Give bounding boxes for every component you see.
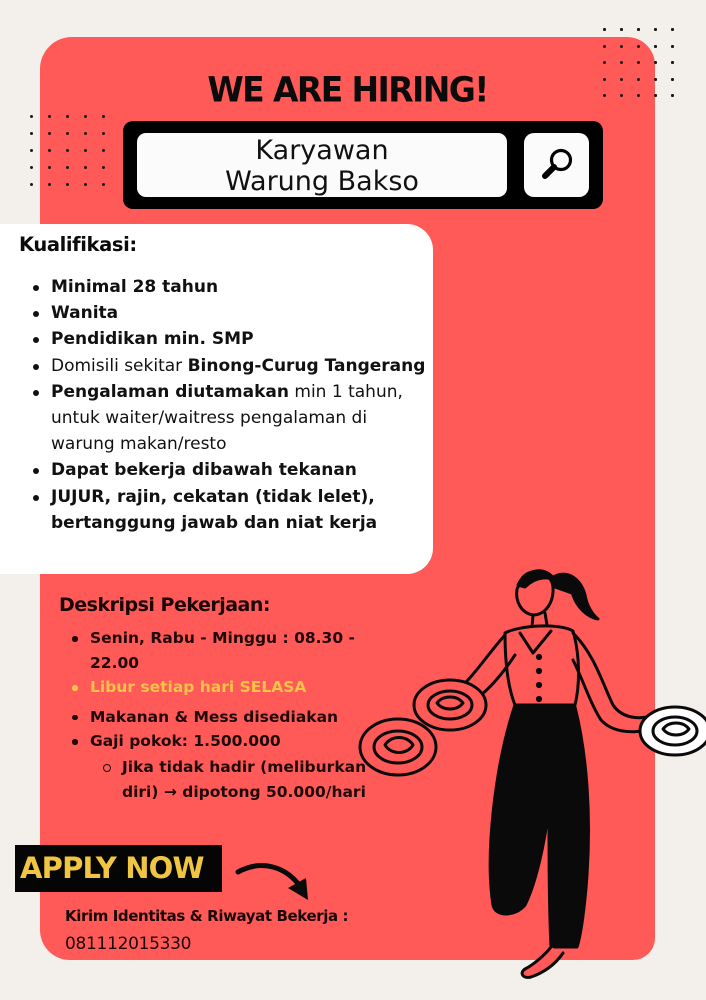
contact-phone: 081112015330 <box>65 934 192 954</box>
description-item: Makanan & Mess disediakan <box>70 705 370 730</box>
qualification-item: Pengalaman diutamakan min 1 tahun, untuk waiter/waitress pengalaman di warung makan/resto <box>31 379 431 458</box>
qualifications-title: Kualifikasi: <box>19 233 137 256</box>
qualification-item: Minimal 28 tahun <box>31 274 431 300</box>
qualification-item: Domisili sekitar Binong-Curug Tangerang <box>31 353 431 379</box>
description-sub-list <box>90 755 370 805</box>
send-instructions: Kirim Identitas & Riwayat Bekerja : <box>65 907 349 925</box>
apply-now-badge: APPLY NOW <box>15 845 222 892</box>
search-icon <box>537 145 577 185</box>
job-title-field <box>137 133 507 197</box>
qualifications-list <box>31 274 431 536</box>
job-description-list <box>70 626 370 805</box>
search-button <box>524 133 589 197</box>
dot-grid-left <box>30 115 105 186</box>
description-item-highlight: Libur setiap hari SELASA <box>70 675 370 700</box>
description-item: Senin, Rabu - Minggu : 08.30 - 22.00 <box>70 626 370 675</box>
job-title-line-1: Karyawan <box>255 135 389 166</box>
qualifications-panel <box>0 224 433 574</box>
description-sub-item: Jika tidak hadir (meliburkan diri) → dipotong 50.000/hari <box>90 755 370 805</box>
job-title-line-2: Warung Bakso <box>225 166 419 197</box>
description-item-salary: Gaji pokok: 1.500.000 Jika tidak hadir (meliburkan diri) → dipotong 50.000/hari <box>70 729 370 805</box>
curved-arrow-icon <box>232 858 317 908</box>
qualification-item: Wanita <box>31 300 431 326</box>
qualification-item: Pendidikan min. SMP <box>31 326 431 352</box>
waitress-illustration <box>355 555 706 985</box>
search-bar <box>123 121 603 209</box>
hiring-title: WE ARE HIRING! <box>207 69 488 110</box>
qualification-item: Dapat bekerja dibawah tekanan <box>31 457 431 483</box>
job-description-title: Deskripsi Pekerjaan: <box>59 594 270 616</box>
qualification-item: JUJUR, rajin, cekatan (tidak lelet), bertanggung jawab dan niat kerja <box>31 484 431 536</box>
